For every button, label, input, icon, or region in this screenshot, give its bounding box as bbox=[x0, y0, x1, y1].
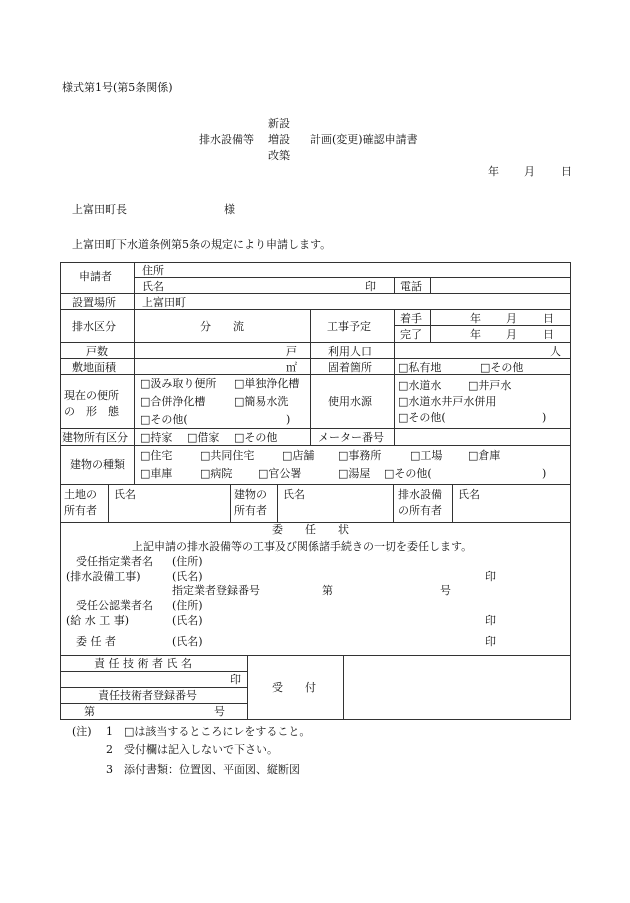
building-type-close: ) bbox=[542, 467, 547, 480]
building-type-r1-3: □事務所 bbox=[338, 449, 382, 462]
water-source-option-3: □水道水井戸水併用 bbox=[398, 395, 497, 408]
toilet-option-5-close: ) bbox=[286, 413, 291, 426]
toilet-option-2: □単独浄化槽 bbox=[234, 377, 300, 390]
water-source-option-4: □その他( bbox=[398, 411, 446, 424]
households-label: 戸数 bbox=[86, 345, 108, 358]
notes-label: (注) bbox=[72, 725, 92, 738]
title-option-new: 新設 bbox=[268, 117, 290, 130]
designated-seal: 印 bbox=[485, 570, 496, 583]
applicant-address-label: 住所 bbox=[142, 264, 164, 277]
delegation-title: 委 任 状 bbox=[272, 523, 349, 536]
location-label: 設置場所 bbox=[72, 296, 116, 309]
building-type-label: 建物の種類 bbox=[70, 458, 125, 471]
designated-name-label: (氏名) bbox=[172, 570, 203, 583]
ownership-option-1: □持家 bbox=[140, 431, 173, 444]
site-area-label: 敷地面積 bbox=[72, 361, 116, 374]
form-number: 様式第1号(第5条関係) bbox=[62, 81, 173, 94]
users-label: 利用人口 bbox=[328, 345, 372, 358]
approved-contractor-label-1: 受任公認業者名 bbox=[76, 599, 153, 612]
building-owner-label-2: 所有者 bbox=[234, 504, 267, 517]
date-year: 年 bbox=[488, 165, 499, 178]
date-day: 日 bbox=[561, 165, 572, 178]
engineer-reg-suffix: 号 bbox=[214, 705, 225, 718]
ownership-label: 建物所有区分 bbox=[62, 431, 128, 444]
water-source-option-4-close: ) bbox=[542, 411, 547, 424]
toilet-label-2: の 形 態 bbox=[64, 405, 119, 418]
engineer-reg-prefix: 第 bbox=[84, 705, 95, 718]
engineer-name-label: 責 任 技 術 者 氏 名 bbox=[94, 657, 192, 670]
water-source-label: 使用水源 bbox=[328, 395, 372, 408]
approved-seal: 印 bbox=[485, 614, 496, 627]
drain-owner-label-1: 排水設備 bbox=[398, 488, 442, 501]
title-option-rebuild: 改築 bbox=[268, 149, 290, 162]
ownership-option-2: □借家 bbox=[187, 431, 220, 444]
approved-name-label: (氏名) bbox=[172, 614, 203, 627]
applicant-label: 申請者 bbox=[79, 270, 112, 283]
building-type-r1-4: □工場 bbox=[410, 449, 443, 462]
schedule-end-month: 月 bbox=[506, 328, 517, 341]
water-source-option-1: □水道水 bbox=[398, 379, 442, 392]
approved-contractor-label-2: (給 水 工 事) bbox=[66, 614, 130, 627]
location-value: 上富田町 bbox=[142, 296, 186, 309]
meter-number-label: メーター番号 bbox=[318, 431, 384, 444]
land-owner-name-label: 氏名 bbox=[114, 488, 136, 501]
toilet-option-3: □合併浄化槽 bbox=[140, 395, 206, 408]
drain-owner-label-2: の所有者 bbox=[398, 504, 442, 517]
engineer-reg-label: 責任技術者登録番号 bbox=[98, 689, 197, 702]
addressee: 上富田町長 bbox=[72, 203, 127, 216]
title-right: 計画(変更)確認申請書 bbox=[310, 133, 418, 146]
receipt-label: 受 付 bbox=[272, 681, 316, 694]
schedule-start-day: 日 bbox=[543, 312, 554, 325]
fixed-location-other: □その他 bbox=[480, 361, 524, 374]
building-type-r2-4: □その他( bbox=[384, 467, 432, 480]
ownership-option-3: □その他 bbox=[234, 431, 278, 444]
applicant-seal: 印 bbox=[365, 280, 376, 293]
toilet-option-5: □その他( bbox=[140, 413, 188, 426]
building-type-r1-5: □倉庫 bbox=[468, 449, 501, 462]
note-3: 添付書類：位置図、平面図、縦断図 bbox=[124, 763, 300, 776]
toilet-label-1: 現在の便所 bbox=[64, 389, 119, 402]
title-option-expand: 増設 bbox=[268, 133, 290, 146]
building-owner-name-label: 氏名 bbox=[283, 488, 305, 501]
water-source-option-2: □井戸水 bbox=[468, 379, 512, 392]
approved-address-label: (住所) bbox=[172, 599, 203, 612]
designated-reg-suffix: 号 bbox=[440, 584, 451, 597]
building-type-r1-1: □共同住宅 bbox=[200, 449, 255, 462]
schedule-start-year: 年 bbox=[470, 312, 481, 325]
land-owner-label-1: 土地の bbox=[64, 488, 97, 501]
households-unit: 戸 bbox=[286, 345, 297, 358]
toilet-option-1: □汲み取り便所 bbox=[140, 377, 217, 390]
building-type-r1-2: □店舗 bbox=[282, 449, 315, 462]
site-area-unit: ㎡ bbox=[286, 361, 297, 374]
intro-text: 上富田町下水道条例第5条の規定により申請します。 bbox=[72, 238, 332, 251]
title-left: 排水設備等 bbox=[199, 133, 254, 146]
schedule-end-year: 年 bbox=[470, 328, 481, 341]
delegator-name-label: (氏名) bbox=[172, 635, 203, 648]
designated-contractor-label-2: (排水設備工事) bbox=[66, 570, 141, 583]
designated-address-label: (住所) bbox=[172, 555, 203, 568]
drainage-label: 排水区分 bbox=[72, 320, 116, 333]
delegator-seal: 印 bbox=[485, 635, 496, 648]
toilet-option-4: □簡易水洗 bbox=[234, 395, 289, 408]
schedule-start-month: 月 bbox=[506, 312, 517, 325]
designated-reg-prefix: 第 bbox=[322, 584, 333, 597]
note-2-number: 2 bbox=[106, 743, 113, 756]
building-owner-label-1: 建物の bbox=[234, 488, 267, 501]
note-2: 受付欄は記入しないで下さい。 bbox=[124, 743, 278, 756]
building-type-r1-0: □住宅 bbox=[140, 449, 173, 462]
delegator-label: 委 任 者 bbox=[76, 635, 116, 648]
schedule-end-day: 日 bbox=[543, 328, 554, 341]
drain-owner-name-label: 氏名 bbox=[458, 488, 480, 501]
date-month: 月 bbox=[524, 165, 535, 178]
schedule-start-label: 着手 bbox=[400, 312, 422, 325]
schedule-end-label: 完了 bbox=[400, 328, 422, 341]
drainage-value: 分 流 bbox=[200, 320, 244, 333]
delegation-text: 上記申請の排水設備等の工事及び関係諸手続きの一切を委任します。 bbox=[132, 540, 473, 553]
addressee-honorific: 様 bbox=[224, 203, 235, 216]
fixed-location-private: □私有地 bbox=[398, 361, 442, 374]
building-type-r2-3: □湯屋 bbox=[338, 467, 371, 480]
note-1-number: 1 bbox=[106, 725, 113, 738]
users-unit: 人 bbox=[550, 345, 561, 358]
designated-contractor-label-1: 受任指定業者名 bbox=[76, 555, 153, 568]
fixed-location-label: 固着箇所 bbox=[328, 361, 372, 374]
building-type-r2-1: □病院 bbox=[200, 467, 233, 480]
building-type-r2-0: □車庫 bbox=[140, 467, 173, 480]
building-type-r2-2: □官公署 bbox=[258, 467, 302, 480]
land-owner-label-2: 所有者 bbox=[64, 504, 97, 517]
schedule-label: 工事予定 bbox=[327, 320, 371, 333]
note-1: □は該当するところにレをすること。 bbox=[124, 725, 311, 738]
applicant-name-label: 氏名 bbox=[142, 280, 164, 293]
note-3-number: 3 bbox=[106, 763, 113, 776]
engineer-seal: 印 bbox=[230, 673, 241, 686]
designated-reg-label: 指定業者登録番号 bbox=[172, 584, 260, 597]
applicant-phone-label: 電話 bbox=[400, 280, 422, 293]
